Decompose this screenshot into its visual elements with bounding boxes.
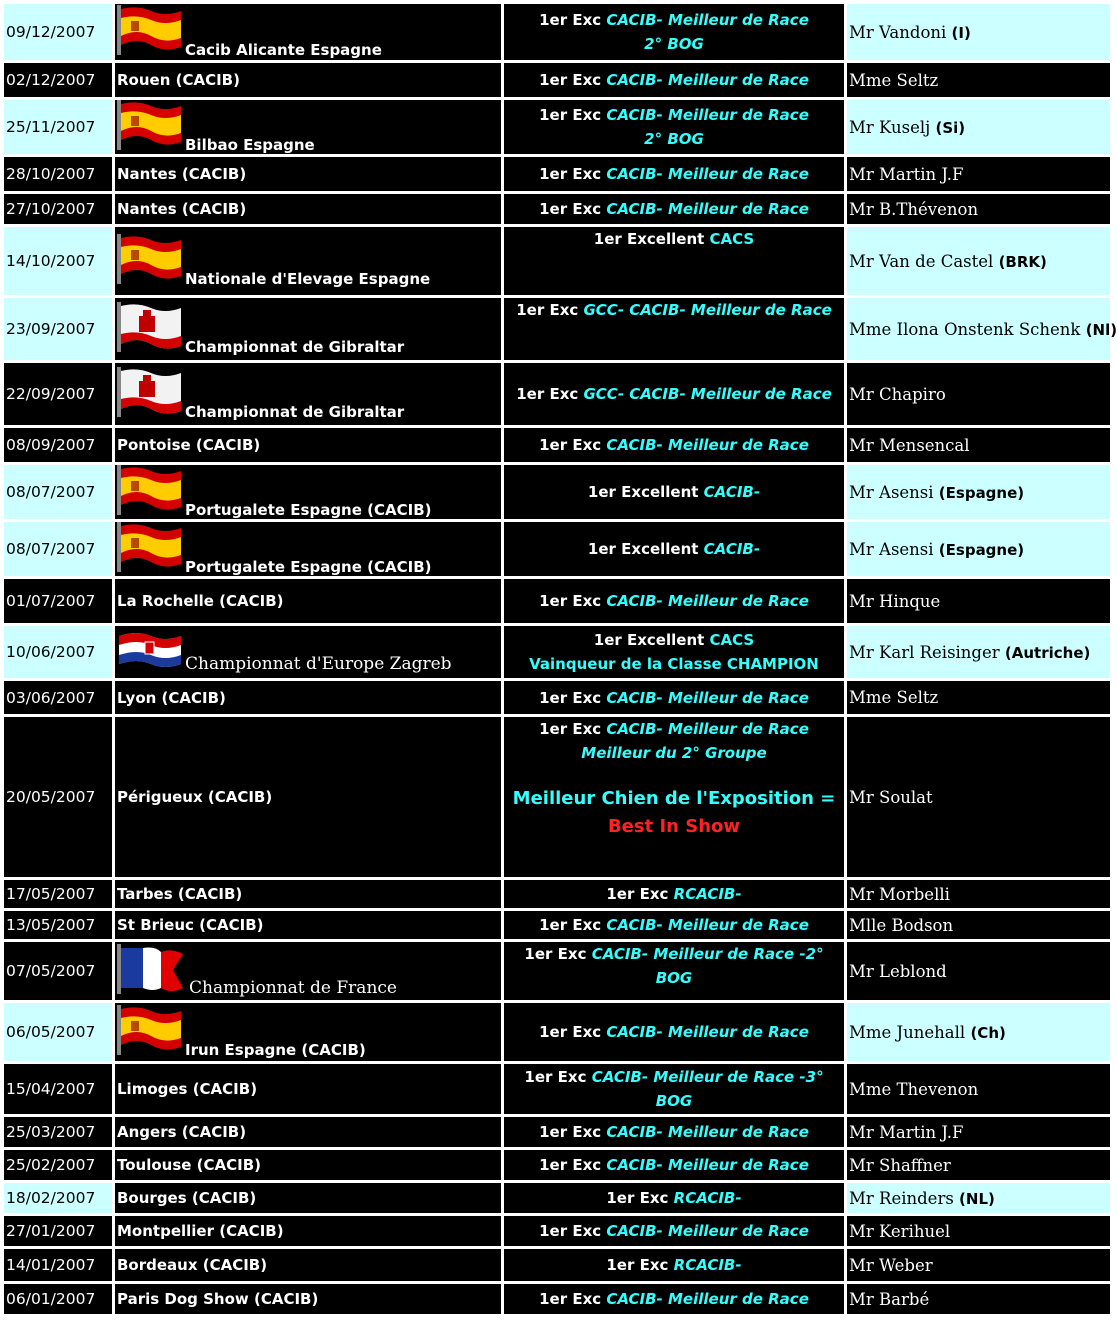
- show-date: 06/01/2007: [4, 1284, 112, 1314]
- result-grade: 1er Exc: [606, 1189, 674, 1207]
- show-location: [115, 100, 501, 154]
- spain-flag-icon: [117, 5, 183, 59]
- show-result: [504, 579, 844, 623]
- judge-name: Mr Chapiro: [849, 384, 946, 404]
- judge-name: Mme Junehall: [849, 1022, 971, 1042]
- table-row: [4, 1216, 1110, 1246]
- result-grade: 1er Exc: [539, 200, 607, 218]
- result-title: CACIB- Meilleur de Race: [606, 71, 809, 89]
- result-extra: Vainqueur de la Classe CHAMPION: [529, 655, 819, 673]
- show-judge: [847, 1064, 1110, 1114]
- show-location-label: Bourges (CACIB): [117, 1189, 257, 1207]
- show-judge: [847, 626, 1110, 678]
- result-grade: 1er Exc: [539, 688, 607, 707]
- show-judge: [847, 1117, 1110, 1147]
- show-location-label: Montpellier (CACIB): [117, 1222, 284, 1240]
- result-grade: 1er Excellent: [587, 540, 704, 558]
- show-result: [504, 1003, 844, 1061]
- show-location-label: Irun Espagne (CACIB): [185, 1041, 366, 1059]
- result-grade: 1er Exc: [539, 1222, 607, 1240]
- show-date: 28/10/2007: [4, 157, 112, 191]
- result-grade: 1er Excellent: [587, 483, 704, 501]
- show-judge: [847, 522, 1110, 576]
- show-date: 14/10/2007: [4, 227, 112, 295]
- show-judge: [847, 363, 1110, 425]
- gib-flag-icon: [117, 302, 183, 356]
- result-title: CACIB- Meilleur de Race: [606, 1023, 809, 1041]
- show-location-label: Championnat de France: [189, 978, 397, 998]
- show-judge: [847, 100, 1110, 154]
- result-title: CACIB- Meilleur de Race: [606, 916, 809, 934]
- show-date: 25/02/2007: [4, 1150, 112, 1180]
- judge-name: Mr Barbé: [849, 1289, 930, 1309]
- show-judge: [847, 4, 1110, 60]
- result-title: RCACIB-: [673, 885, 742, 903]
- result-grade: 1er Exc: [539, 592, 607, 610]
- show-location: [115, 681, 501, 714]
- table-row: [4, 626, 1110, 678]
- table-row: [4, 1183, 1110, 1213]
- result-title: CACIB- Meilleur de Race: [606, 1222, 809, 1240]
- show-location-label: Bordeaux (CACIB): [117, 1256, 268, 1274]
- show-result: [504, 717, 844, 877]
- judge-name: Mlle Bodson: [849, 915, 954, 935]
- result-grade: 1er Exc: [524, 945, 592, 963]
- show-location-label: Nationale d'Elevage Espagne: [185, 270, 431, 288]
- show-location-label: Portugalete Espagne (CACIB): [185, 501, 432, 519]
- table-row: [4, 63, 1110, 97]
- show-location-label: Portugalete Espagne (CACIB): [185, 558, 432, 576]
- judge-name: Mr Martin J.F: [849, 164, 964, 184]
- result-title: CACIB- Meilleur de Race -2°: [591, 945, 824, 963]
- show-judge: [847, 1183, 1110, 1213]
- result-title: CACIB- Meilleur de Race: [606, 200, 809, 218]
- judge-country: (NL): [959, 1189, 995, 1208]
- judge-name: Mr Leblond: [849, 961, 947, 981]
- show-location: [115, 1150, 501, 1180]
- judge-country: (Si): [935, 118, 966, 137]
- show-date: 09/12/2007: [4, 4, 112, 60]
- judge-name: Mme Ilona Onstenk Schenk: [849, 319, 1086, 339]
- judge-country: (Ch): [970, 1023, 1006, 1042]
- show-result: [504, 1117, 844, 1147]
- judge-name: Mr Martin J.F: [849, 1122, 964, 1142]
- table-row: [4, 1003, 1110, 1061]
- show-result: [504, 880, 844, 908]
- result-title: CACIB- Meilleur de Race: [606, 436, 809, 454]
- judge-name: Mr Weber: [849, 1255, 933, 1275]
- show-location-label: Nantes (CACIB): [117, 165, 247, 183]
- show-date: 01/07/2007: [4, 579, 112, 623]
- show-date: 18/02/2007: [4, 1183, 112, 1213]
- result-grade: 1er Exc: [539, 1290, 607, 1308]
- show-judge: [847, 911, 1110, 939]
- show-judge: [847, 63, 1110, 97]
- result-title: CACIB- Meilleur de Race: [606, 720, 809, 738]
- show-date: 06/05/2007: [4, 1003, 112, 1061]
- show-location: [115, 717, 501, 877]
- result-title: CACIB- Meilleur de Race -3°: [591, 1068, 824, 1086]
- table-row: [4, 227, 1110, 295]
- result-title: CACS: [709, 631, 755, 649]
- show-result: [504, 63, 844, 97]
- show-result: [504, 100, 844, 154]
- result-title: CACIB- Meilleur de Race: [606, 688, 809, 707]
- table-row: [4, 1150, 1110, 1180]
- show-location-label: La Rochelle (CACIB): [117, 592, 284, 610]
- result-extra: Meilleur du 2° Groupe: [581, 744, 767, 762]
- table-row: [4, 428, 1110, 462]
- show-result: [504, 1183, 844, 1213]
- result-grade: 1er Exc: [524, 1068, 592, 1086]
- show-result: [504, 227, 844, 295]
- show-location: [115, 1064, 501, 1114]
- show-result: [504, 298, 844, 360]
- judge-name: Mr Kerihuel: [849, 1221, 951, 1241]
- show-date: 02/12/2007: [4, 63, 112, 97]
- result-title: CACIB- Meilleur de Race: [606, 1123, 809, 1141]
- table-row: [4, 681, 1110, 714]
- show-location: [115, 465, 501, 519]
- show-date: 13/05/2007: [4, 911, 112, 939]
- show-location: [115, 1284, 501, 1314]
- best-in-show-heading: Meilleur Chien de l'Exposition =: [512, 788, 836, 809]
- result-extra: BOG: [655, 1092, 693, 1110]
- show-location-label: Rouen (CACIB): [117, 71, 240, 89]
- show-judge: [847, 1003, 1110, 1061]
- show-date: 08/07/2007: [4, 522, 112, 576]
- judge-name: Mr Asensi: [849, 539, 939, 559]
- result-grade: 1er Exc: [539, 165, 607, 183]
- result-title: CACIB-: [703, 540, 761, 558]
- show-location-label: Bilbao Espagne: [185, 136, 315, 154]
- result-title: CACIB- Meilleur de Race: [606, 165, 809, 183]
- judge-name: Mr Morbelli: [849, 884, 950, 904]
- show-location-label: Lyon (CACIB): [117, 688, 226, 707]
- table-row: [4, 194, 1110, 224]
- result-grade: 1er Exc: [539, 71, 607, 89]
- table-row: [4, 1249, 1110, 1281]
- france-flag-icon: [117, 944, 187, 998]
- result-grade: 1er Exc: [516, 385, 584, 403]
- show-location: [115, 157, 501, 191]
- show-judge: [847, 428, 1110, 462]
- result-title: GCC- CACIB- Meilleur de Race: [583, 385, 832, 403]
- table-row: [4, 100, 1110, 154]
- judge-country: (Autriche): [1004, 643, 1091, 662]
- result-grade: 1er Exc: [539, 916, 607, 934]
- judge-name: Mr Soulat: [849, 787, 933, 807]
- table-row: [4, 579, 1110, 623]
- show-judge: [847, 1150, 1110, 1180]
- judge-name: Mr Karl Reisinger: [849, 642, 1005, 662]
- result-title: CACIB- Meilleur de Race: [606, 106, 809, 124]
- show-result: [504, 194, 844, 224]
- judge-name: Mme Thevenon: [849, 1079, 979, 1099]
- show-result: [504, 157, 844, 191]
- judge-country: (Espagne): [938, 540, 1025, 559]
- result-title: CACIB-: [703, 483, 761, 501]
- result-title: GCC- CACIB- Meilleur de Race: [583, 301, 832, 319]
- spain-flag-icon: [117, 1005, 183, 1059]
- show-location-label: Paris Dog Show (CACIB): [117, 1290, 319, 1308]
- show-location: [115, 4, 501, 60]
- show-location: [115, 1249, 501, 1281]
- show-location: [115, 1216, 501, 1246]
- show-location-label: Périgueux (CACIB): [117, 788, 273, 806]
- show-result: [504, 522, 844, 576]
- show-judge: [847, 1216, 1110, 1246]
- show-date: 27/01/2007: [4, 1216, 112, 1246]
- show-result: [504, 681, 844, 714]
- show-location: [115, 880, 501, 908]
- table-row: [4, 880, 1110, 908]
- show-location-label: Nantes (CACIB): [117, 200, 247, 218]
- judge-country: (I): [951, 23, 971, 42]
- show-date: 27/10/2007: [4, 194, 112, 224]
- result-grade: 1er Exc: [539, 1023, 607, 1041]
- result-grade: 1er Excellent: [593, 631, 710, 649]
- show-location-label: Toulouse (CACIB): [117, 1156, 262, 1174]
- judge-name: Mr B.Thévenon: [849, 199, 979, 219]
- table-row: [4, 298, 1110, 360]
- show-location-label: Limoges (CACIB): [117, 1080, 258, 1098]
- result-grade: 1er Exc: [606, 1256, 674, 1274]
- table-row: [4, 522, 1110, 576]
- show-location: [115, 63, 501, 97]
- show-location-label: Tarbes (CACIB): [117, 885, 243, 903]
- judge-name: Mr Vandoni: [849, 22, 952, 42]
- show-location-label: Championnat de Gibraltar: [185, 338, 405, 356]
- show-location-label: St Brieuc (CACIB): [117, 916, 264, 934]
- result-title: CACIB- Meilleur de Race: [606, 1290, 809, 1308]
- show-date: 23/09/2007: [4, 298, 112, 360]
- judge-country: (Espagne): [938, 483, 1025, 502]
- show-location: [115, 1183, 501, 1213]
- result-grade: 1er Exc: [516, 301, 584, 319]
- spain-flag-icon: [117, 234, 183, 288]
- show-judge: [847, 227, 1110, 295]
- show-location-label: Cacib Alicante Espagne: [185, 41, 382, 59]
- show-location-label: Championnat de Gibraltar: [185, 403, 405, 421]
- table-row: [4, 1064, 1110, 1114]
- result-grade: 1er Exc: [539, 1156, 607, 1174]
- judge-name: Mme Seltz: [849, 70, 939, 90]
- spain-flag-icon: [117, 465, 183, 519]
- show-result: [504, 911, 844, 939]
- show-date: 08/09/2007: [4, 428, 112, 462]
- result-grade: 1er Exc: [539, 1123, 607, 1141]
- judge-name: Mr Shaffner: [849, 1155, 951, 1175]
- show-location: [115, 194, 501, 224]
- show-date: 03/06/2007: [4, 681, 112, 714]
- croatia-flag-icon: [117, 630, 183, 674]
- result-grade: 1er Exc: [606, 885, 674, 903]
- result-extra: 2° BOG: [644, 35, 704, 53]
- show-location: [115, 626, 501, 678]
- show-location-label: Pontoise (CACIB): [117, 436, 261, 454]
- judge-name: Mr Hinque: [849, 591, 941, 611]
- show-judge: [847, 717, 1110, 877]
- judge-name: Mr Kuselj: [849, 117, 936, 137]
- judge-country: (BRK): [998, 252, 1047, 271]
- judge-country: (Nl): [1085, 320, 1117, 339]
- spain-flag-icon: [117, 100, 183, 154]
- result-grade: 1er Exc: [539, 106, 607, 124]
- show-date: 20/05/2007: [4, 717, 112, 877]
- show-result: [504, 626, 844, 678]
- show-location: [115, 911, 501, 939]
- show-judge: [847, 298, 1117, 360]
- show-date: 07/05/2007: [4, 942, 112, 1000]
- judge-name: Mr Van de Castel: [849, 251, 999, 271]
- result-grade: 1er Excellent: [593, 230, 710, 248]
- spain-flag-icon: [117, 522, 183, 576]
- show-date: 22/09/2007: [4, 363, 112, 425]
- gib-flag-icon: [117, 367, 183, 421]
- table-row: [4, 717, 1110, 877]
- table-row: [4, 363, 1110, 425]
- show-judge: [847, 194, 1110, 224]
- show-results-body: [4, 4, 1117, 1314]
- show-location-label: Angers (CACIB): [117, 1123, 247, 1141]
- show-result: [504, 1249, 844, 1281]
- show-judge: [847, 681, 1110, 714]
- table-row: [4, 911, 1110, 939]
- show-location: [115, 428, 501, 462]
- result-extra: BOG: [655, 969, 693, 987]
- show-result: [504, 1216, 844, 1246]
- show-date: 14/01/2007: [4, 1249, 112, 1281]
- show-location: [115, 363, 501, 425]
- show-location-label: Championnat d'Europe Zagreb: [185, 654, 452, 674]
- result-title: RCACIB-: [673, 1256, 742, 1274]
- table-row: [4, 157, 1110, 191]
- judge-name: Mme Seltz: [849, 688, 939, 707]
- show-judge: [847, 942, 1110, 1000]
- show-result: [504, 465, 844, 519]
- show-location: [115, 1117, 501, 1147]
- table-row: [4, 4, 1110, 60]
- show-location: [115, 579, 501, 623]
- show-location: [115, 1003, 501, 1061]
- best-in-show-label: Best In Show: [607, 816, 741, 837]
- show-location: [115, 522, 501, 576]
- result-title: RCACIB-: [673, 1189, 742, 1207]
- result-extra: 2° BOG: [644, 130, 704, 148]
- table-row: [4, 1117, 1110, 1147]
- result-title: CACS: [709, 230, 755, 248]
- result-grade: 1er Exc: [539, 720, 607, 738]
- result-title: CACIB- Meilleur de Race: [606, 11, 809, 29]
- table-row: [4, 942, 1110, 1000]
- show-judge: [847, 579, 1110, 623]
- show-result: [504, 1284, 844, 1314]
- show-location: [115, 942, 501, 1000]
- show-judge: [847, 1249, 1110, 1281]
- show-date: 15/04/2007: [4, 1064, 112, 1114]
- table-row: [4, 465, 1110, 519]
- result-grade: 1er Exc: [539, 436, 607, 454]
- show-location: [115, 227, 501, 295]
- show-result: [504, 1150, 844, 1180]
- result-title: CACIB- Meilleur de Race: [606, 1156, 809, 1174]
- show-location: [115, 298, 501, 360]
- result-title: CACIB- Meilleur de Race: [606, 592, 809, 610]
- judge-name: Mr Mensencal: [849, 435, 970, 455]
- show-date: 10/06/2007: [4, 626, 112, 678]
- judge-name: Mr Reinders: [849, 1188, 960, 1208]
- show-date: 25/11/2007: [4, 100, 112, 154]
- result-grade: 1er Exc: [539, 11, 607, 29]
- show-date: 17/05/2007: [4, 880, 112, 908]
- show-judge: [847, 157, 1110, 191]
- show-result: [504, 4, 844, 60]
- table-row: [4, 1284, 1110, 1314]
- show-date: 08/07/2007: [4, 465, 112, 519]
- show-judge: [847, 1284, 1110, 1314]
- judge-name: Mr Asensi: [849, 482, 939, 502]
- show-judge: [847, 880, 1110, 908]
- show-result: [504, 942, 844, 1000]
- show-result: [504, 1064, 844, 1114]
- show-judge: [847, 465, 1110, 519]
- show-results-table: [1, 1, 1117, 1317]
- show-result: [504, 428, 844, 462]
- show-date: 25/03/2007: [4, 1117, 112, 1147]
- show-result: [504, 363, 844, 425]
